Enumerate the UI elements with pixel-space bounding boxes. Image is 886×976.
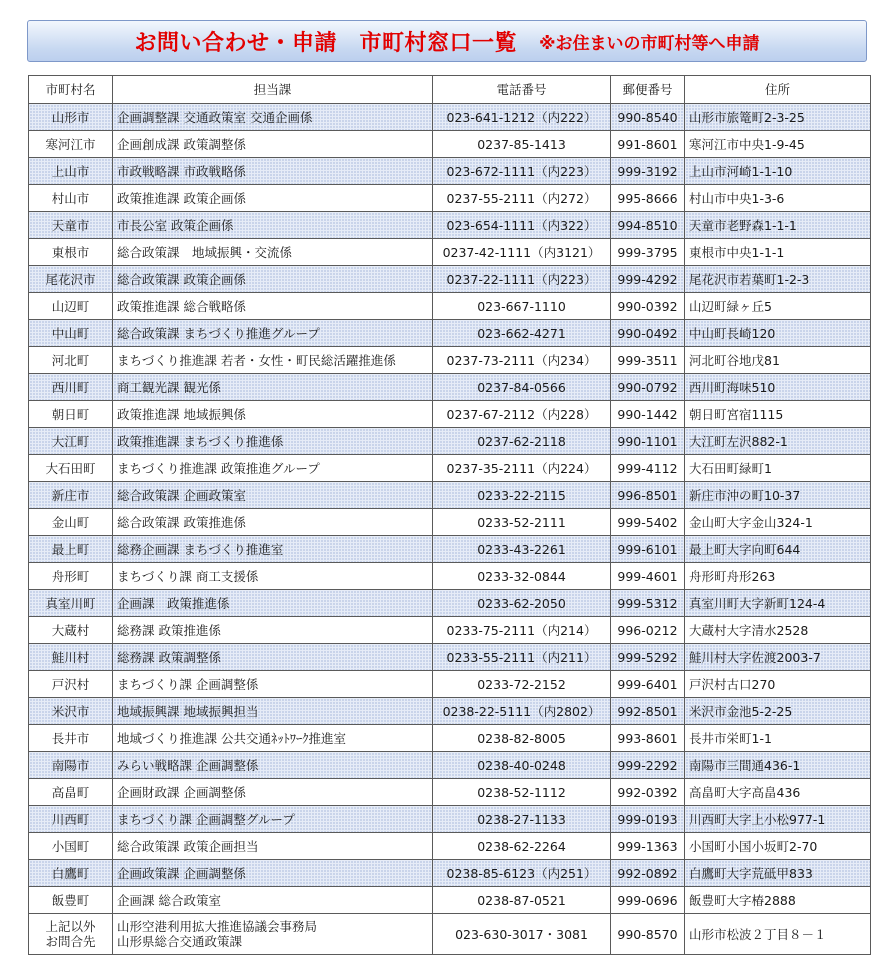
phone-cell: 0238-62-2264 [433,833,611,860]
table-row [29,833,871,860]
table-row [29,509,871,536]
zip-cell: 999-2292 [611,752,685,779]
phone-cell: 0237-55-2111（内272） [433,185,611,212]
table-row [29,806,871,833]
municipality-cell: 鮭川村 [29,644,113,671]
table-row [29,104,871,131]
municipality-cell: 上山市 [29,158,113,185]
phone-cell: 023-641-1212（内222） [433,104,611,131]
phone-cell: 0233-32-0844 [433,563,611,590]
zip-cell: 999-4601 [611,563,685,590]
table-row [29,320,871,347]
department-cell: 市政戦略課 市政戦略係 [113,158,433,185]
department-cell: 市長公室 政策企画係 [113,212,433,239]
department-cell: 政策推進課 総合戦略係 [113,293,433,320]
address-cell: 村山市中央1-3-6 [685,185,871,212]
other-address-cell: 山形市松波２丁目８－１ [685,914,871,955]
phone-cell: 023-662-4271 [433,320,611,347]
department-cell: みらい戦略課 企画調整係 [113,752,433,779]
zip-cell: 999-0193 [611,806,685,833]
department-cell: 企画政策課 企画調整係 [113,860,433,887]
title-note: ※お住まいの市町村等へ申請 [538,33,760,54]
zip-cell: 994-8510 [611,212,685,239]
zip-cell: 990-8540 [611,104,685,131]
address-cell: 川西町大字上小松977-1 [685,806,871,833]
municipality-cell: 朝日町 [29,401,113,428]
address-cell: 寒河江市中央1-9-45 [685,131,871,158]
phone-cell: 0237-67-2112（内228） [433,401,611,428]
table-row [29,158,871,185]
phone-cell: 0233-62-2050 [433,590,611,617]
phone-cell: 023-654-1111（内322） [433,212,611,239]
department-cell: まちづくり推進課 政策推進グループ [113,455,433,482]
address-cell: 河北町谷地戊81 [685,347,871,374]
zip-cell: 993-8601 [611,725,685,752]
municipality-cell: 新庄市 [29,482,113,509]
table-header-row [29,76,871,104]
table-row [29,293,871,320]
municipality-cell: 山形市 [29,104,113,131]
table-row [29,401,871,428]
other-phone-cell: 023-630-3017・3081 [433,914,611,955]
department-cell: まちづくり課 商工支援係 [113,563,433,590]
municipality-cell: 舟形町 [29,563,113,590]
department-cell: 総合政策課 まちづくり推進グループ [113,320,433,347]
zip-cell: 999-4112 [611,455,685,482]
table-row [29,779,871,806]
address-cell: 白鷹町大字荒砥甲833 [685,860,871,887]
table-row [29,347,871,374]
address-cell: 大江町左沢882-1 [685,428,871,455]
department-cell: まちづくり推進課 若者・女性・町民総活躍推進係 [113,347,433,374]
other-zip-cell: 990-8570 [611,914,685,955]
municipality-cell: 河北町 [29,347,113,374]
table-row [29,887,871,914]
zip-cell: 990-0392 [611,293,685,320]
municipality-cell: 尾花沢市 [29,266,113,293]
address-cell: 長井市栄町1-1 [685,725,871,752]
contact-table [28,75,871,955]
phone-cell: 0238-27-1133 [433,806,611,833]
col-header-municipality: 市町村名 [29,76,113,104]
address-cell: 朝日町宮宿1115 [685,401,871,428]
table-row [29,860,871,887]
table-row [29,374,871,401]
zip-cell: 992-8501 [611,698,685,725]
table-row [29,536,871,563]
zip-cell: 999-3511 [611,347,685,374]
department-cell: 総合政策課 政策企画係 [113,266,433,293]
phone-cell: 0237-42-1111（内3121） [433,239,611,266]
municipality-cell: 東根市 [29,239,113,266]
zip-cell: 992-0392 [611,779,685,806]
municipality-cell: 最上町 [29,536,113,563]
zip-cell: 999-5312 [611,590,685,617]
phone-cell: 0233-43-2261 [433,536,611,563]
municipality-cell: 金山町 [29,509,113,536]
zip-cell: 991-8601 [611,131,685,158]
municipality-cell: 戸沢村 [29,671,113,698]
phone-cell: 0238-52-1112 [433,779,611,806]
municipality-cell: 南陽市 [29,752,113,779]
table-row [29,671,871,698]
title-banner [27,20,867,62]
other-dept-line2: 山形県総合交通政策課 [117,934,243,949]
municipality-cell: 大石田町 [29,455,113,482]
phone-cell: 0237-62-2118 [433,428,611,455]
department-cell: 総合政策課 政策推進係 [113,509,433,536]
address-cell: 小国町小国小坂町2-70 [685,833,871,860]
municipality-cell: 大蔵村 [29,617,113,644]
table-row [29,752,871,779]
table-row [29,617,871,644]
department-cell: 総合政策課 企画政策室 [113,482,433,509]
address-cell: 山形市旅篭町2-3-25 [685,104,871,131]
phone-cell: 0237-85-1413 [433,131,611,158]
table-row [29,212,871,239]
department-cell: 総務課 政策調整係 [113,644,433,671]
address-cell: 最上町大字向町644 [685,536,871,563]
address-cell: 真室川町大字新町124-4 [685,590,871,617]
phone-cell: 023-667-1110 [433,293,611,320]
department-cell: 総務企画課 まちづくり推進室 [113,536,433,563]
zip-cell: 996-8501 [611,482,685,509]
department-cell: 企画財政課 企画調整係 [113,779,433,806]
phone-cell: 0238-22-5111（内2802） [433,698,611,725]
phone-cell: 0233-75-2111（内214） [433,617,611,644]
phone-cell: 0233-72-2152 [433,671,611,698]
other-municipality-cell [29,914,113,955]
address-cell: 山辺町緑ヶ丘5 [685,293,871,320]
department-cell: 地域づくり推進課 公共交通ﾈｯﾄﾜｰｸ推進室 [113,725,433,752]
department-cell: 政策推進課 政策企画係 [113,185,433,212]
phone-cell: 0237-84-0566 [433,374,611,401]
phone-cell: 0233-55-2111（内211） [433,644,611,671]
department-cell: 政策推進課 地域振興係 [113,401,433,428]
department-cell: 商工観光課 観光係 [113,374,433,401]
phone-cell: 0238-82-8005 [433,725,611,752]
municipality-cell: 米沢市 [29,698,113,725]
zip-cell: 999-3795 [611,239,685,266]
phone-cell: 0238-85-6123（内251） [433,860,611,887]
phone-cell: 0238-87-0521 [433,887,611,914]
zip-cell: 999-4292 [611,266,685,293]
col-header-address: 住所 [685,76,871,104]
address-cell: 南陽市三間通436-1 [685,752,871,779]
other-dept-line1: 山形空港利用拡大推進協議会事務局 [117,919,318,934]
col-header-zip: 郵便番号 [611,76,685,104]
municipality-cell: 西川町 [29,374,113,401]
municipality-cell: 長井市 [29,725,113,752]
department-cell: 企画課 政策推進係 [113,590,433,617]
table-row [29,239,871,266]
table-row-other [29,914,871,955]
zip-cell: 990-0792 [611,374,685,401]
address-cell: 上山市河崎1-1-10 [685,158,871,185]
department-cell: まちづくり課 企画調整係 [113,671,433,698]
municipality-cell: 村山市 [29,185,113,212]
zip-cell: 995-8666 [611,185,685,212]
address-cell: 東根市中央1-1-1 [685,239,871,266]
phone-cell: 0238-40-0248 [433,752,611,779]
table-row [29,698,871,725]
address-cell: 金山町大字金山324-1 [685,509,871,536]
department-cell: 総合政策課 政策企画担当 [113,833,433,860]
zip-cell: 992-0892 [611,860,685,887]
address-cell: 尾花沢市若葉町1-2-3 [685,266,871,293]
zip-cell: 999-3192 [611,158,685,185]
department-cell: 企画調整課 交通政策室 交通企画係 [113,104,433,131]
zip-cell: 990-1101 [611,428,685,455]
department-cell: 総務課 政策推進係 [113,617,433,644]
zip-cell: 999-6401 [611,671,685,698]
address-cell: 舟形町舟形263 [685,563,871,590]
phone-cell: 0233-52-2111 [433,509,611,536]
col-header-department: 担当課 [113,76,433,104]
table-row [29,482,871,509]
table-row [29,185,871,212]
address-cell: 鮭川村大字佐渡2003-7 [685,644,871,671]
page-title: お問い合わせ・申請 市町村窓口一覧 [134,30,517,56]
zip-cell: 996-0212 [611,617,685,644]
address-cell: 高畠町大字高畠436 [685,779,871,806]
phone-cell: 0237-22-1111（内223） [433,266,611,293]
other-name-line1: 上記以外 [45,919,96,934]
municipality-cell: 小国町 [29,833,113,860]
municipality-cell: 山辺町 [29,293,113,320]
zip-cell: 999-1363 [611,833,685,860]
municipality-cell: 白鷹町 [29,860,113,887]
department-cell: 企画課 総合政策室 [113,887,433,914]
municipality-cell: 中山町 [29,320,113,347]
address-cell: 西川町海味510 [685,374,871,401]
phone-cell: 0233-22-2115 [433,482,611,509]
municipality-cell: 天童市 [29,212,113,239]
department-cell: 地域振興課 地域振興担当 [113,698,433,725]
zip-cell: 999-5402 [611,509,685,536]
phone-cell: 023-672-1111（内223） [433,158,611,185]
table-row [29,644,871,671]
department-cell: 政策推進課 まちづくり推進係 [113,428,433,455]
department-cell: まちづくり課 企画調整グループ [113,806,433,833]
address-cell: 戸沢村古口270 [685,671,871,698]
department-cell: 総合政策課 地域振興・交流係 [113,239,433,266]
zip-cell: 990-0492 [611,320,685,347]
address-cell: 中山町長崎120 [685,320,871,347]
table-row [29,563,871,590]
municipality-cell: 真室川町 [29,590,113,617]
municipality-cell: 大江町 [29,428,113,455]
zip-cell: 999-0696 [611,887,685,914]
address-cell: 米沢市金池5-2-25 [685,698,871,725]
municipality-cell: 川西町 [29,806,113,833]
address-cell: 新庄市沖の町10-37 [685,482,871,509]
table-row [29,725,871,752]
phone-cell: 0237-35-2111（内224） [433,455,611,482]
municipality-cell: 寒河江市 [29,131,113,158]
zip-cell: 999-6101 [611,536,685,563]
address-cell: 飯豊町大字椿2888 [685,887,871,914]
table-row [29,266,871,293]
table-row [29,131,871,158]
municipality-cell: 飯豊町 [29,887,113,914]
table-row [29,590,871,617]
zip-cell: 990-1442 [611,401,685,428]
table-row [29,455,871,482]
address-cell: 天童市老野森1-1-1 [685,212,871,239]
address-cell: 大蔵村大字清水2528 [685,617,871,644]
other-name-line2: お問合先 [45,934,96,949]
table-row [29,428,871,455]
address-cell: 大石田町緑町1 [685,455,871,482]
phone-cell: 0237-73-2111（内234） [433,347,611,374]
col-header-phone: 電話番号 [433,76,611,104]
other-department-cell [113,914,433,955]
department-cell: 企画創成課 政策調整係 [113,131,433,158]
municipality-cell: 高畠町 [29,779,113,806]
zip-cell: 999-5292 [611,644,685,671]
